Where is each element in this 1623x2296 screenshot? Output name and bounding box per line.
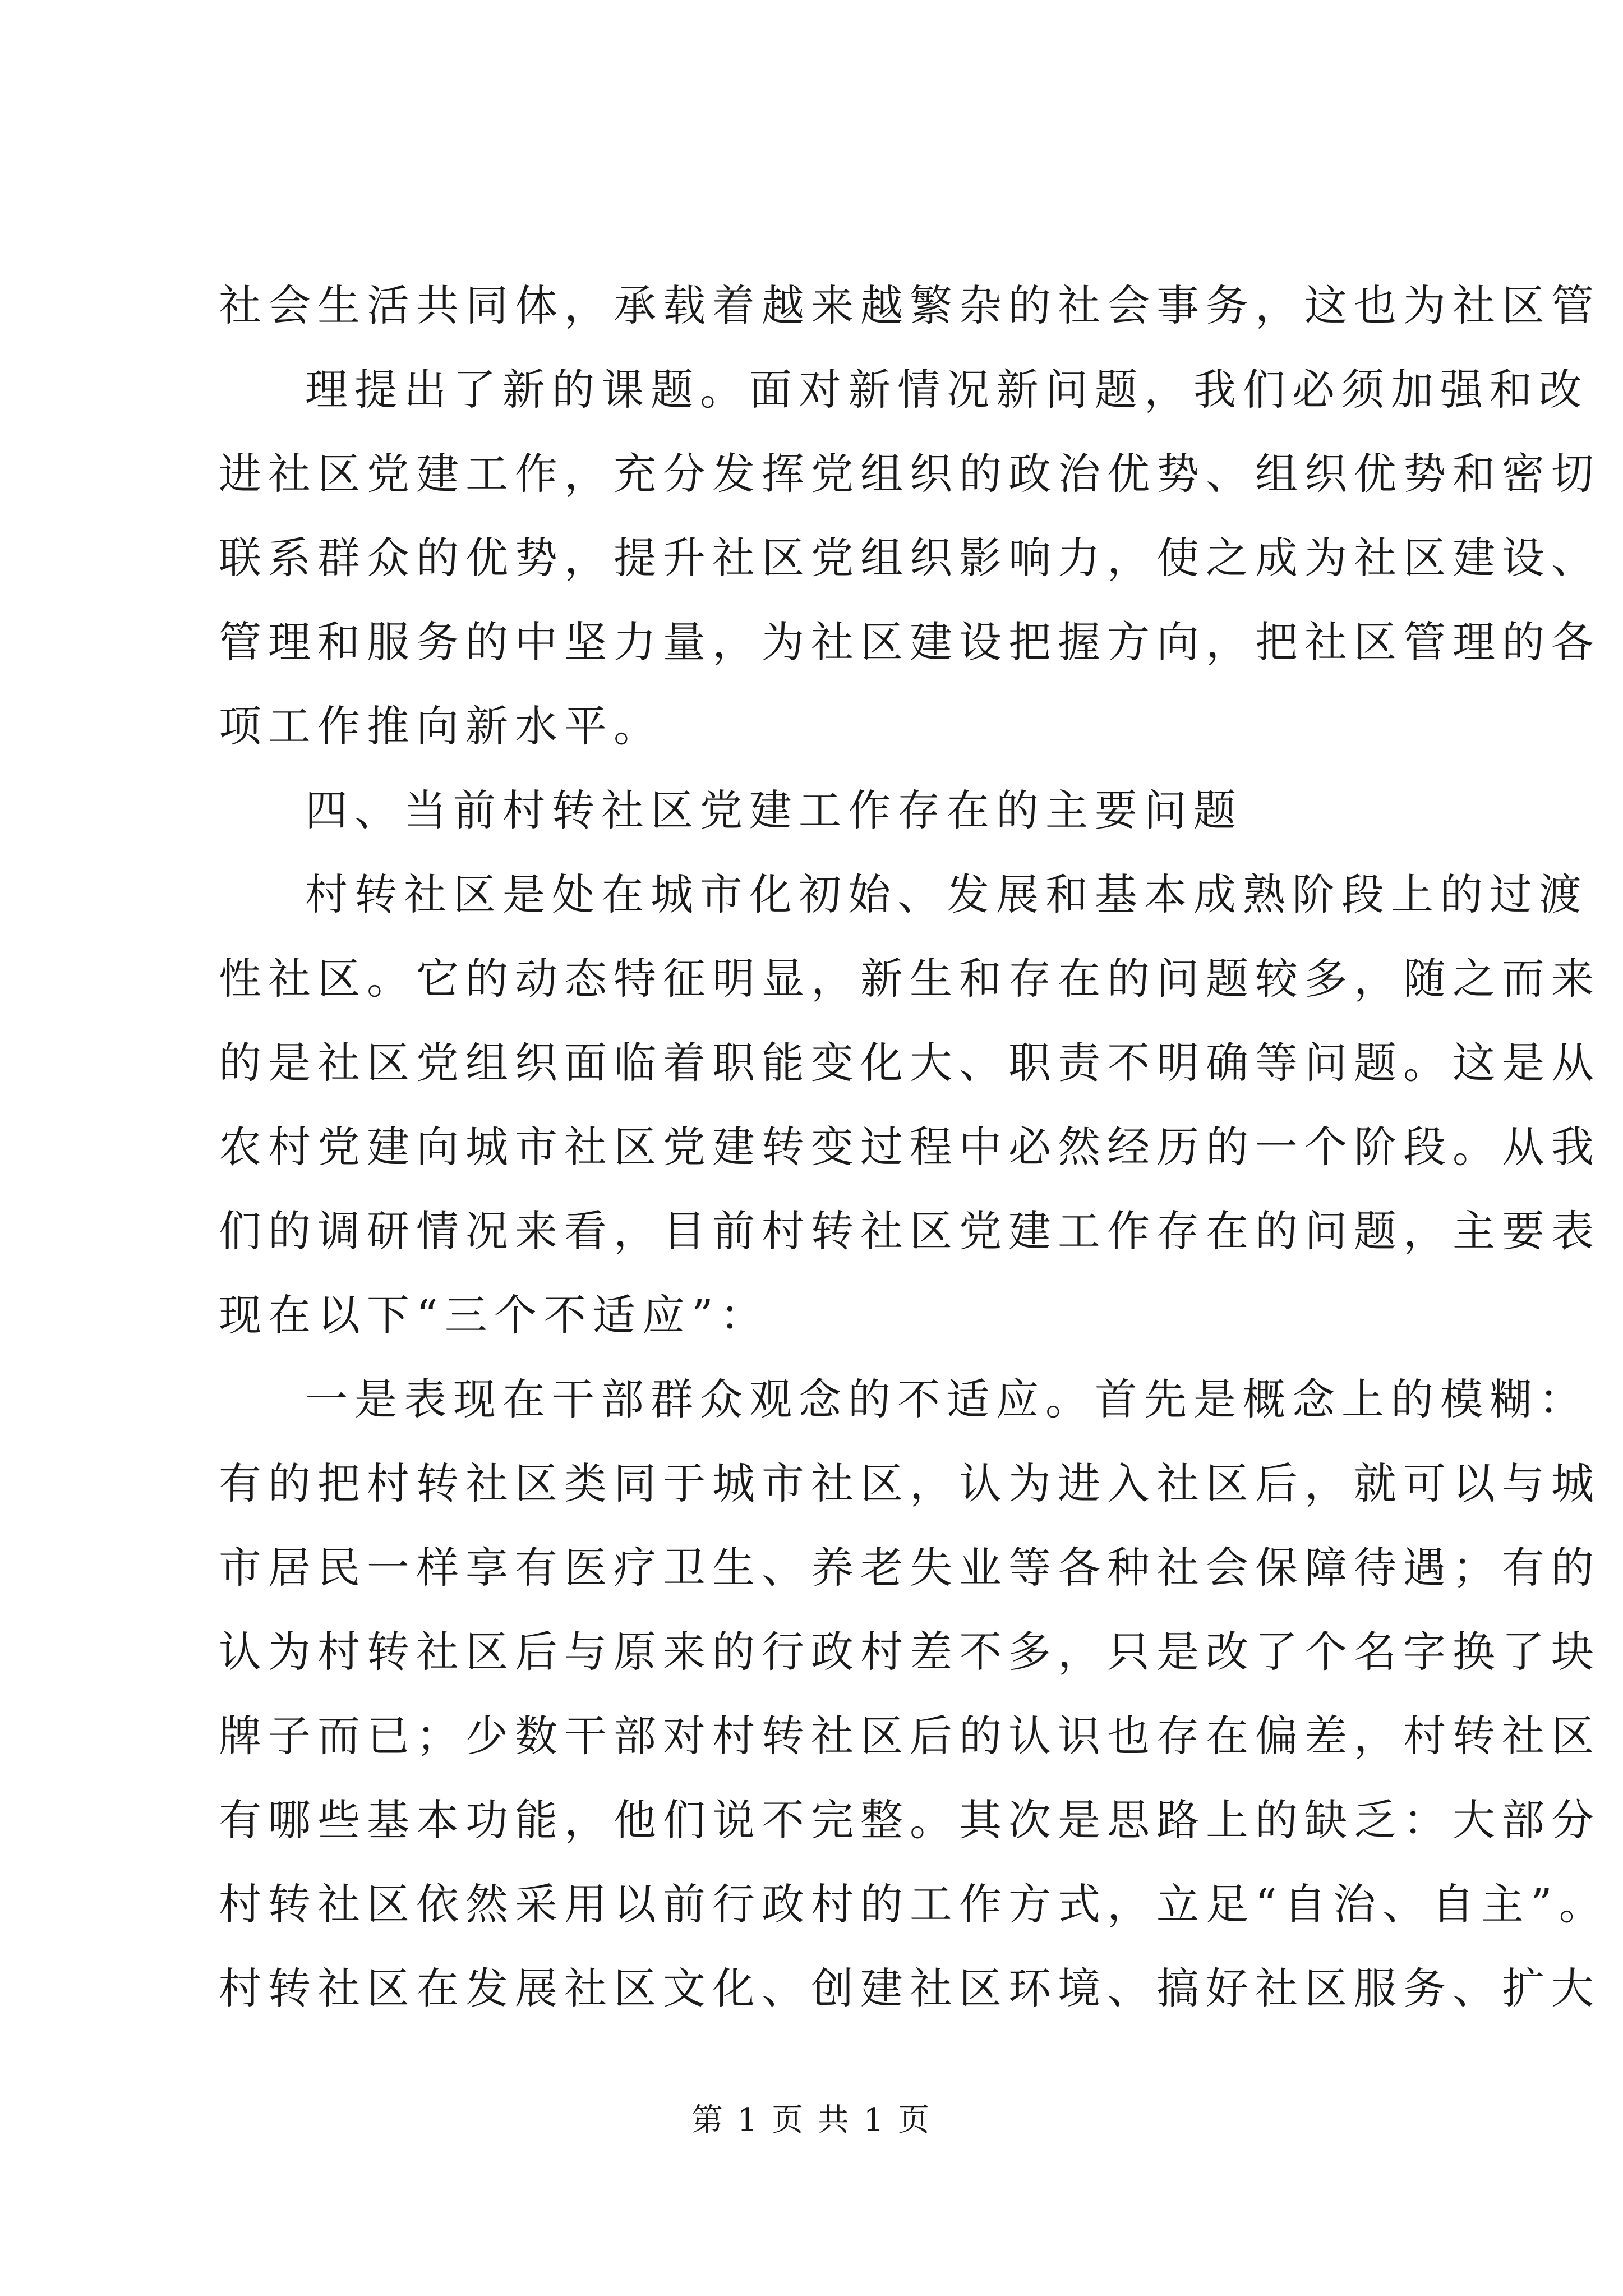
text-line: 市居民一样享有医疗卫生、养老失业等各种社会保障待遇；有的 [219, 1543, 1601, 1593]
text-line: 项工作推向新水平。 [219, 701, 663, 751]
text-line: 一是表现在干部群众观念的不适应。首先是概念上的模糊： [305, 1374, 1588, 1424]
page-number-footer: 第 1 页 共 1 页 [691, 2102, 932, 2138]
text-line: 性社区。它的动态特征明显，新生和存在的问题较多，随之而来 [219, 954, 1601, 1004]
text-line: 村转社区在发展社区文化、创建社区环境、搞好社区服务、扩大 [219, 1963, 1601, 2013]
text-line: 们的调研情况来看，目前村转社区党建工作存在的问题，主要表 [219, 1206, 1601, 1256]
text-line: 有的把村转社区类同于城市社区，认为进入社区后，就可以与城 [219, 1458, 1601, 1508]
text-line: 认为村转社区后与原来的行政村差不多，只是改了个名字换了块 [219, 1627, 1601, 1677]
text-line: 现在以下“三个不适应”： [219, 1290, 769, 1340]
text-line: 村转社区依然采用以前行政村的工作方式，立足“自治、自主”。 [219, 1879, 1608, 1929]
document-body [219, 264, 1608, 2031]
text-line: 的是社区党组织面临着职能变化大、职责不明确等问题。这是从 [219, 1038, 1601, 1088]
text-line: 有哪些基本功能，他们说不完整。其次是思路上的缺乏：大部分 [219, 1795, 1601, 1845]
text-line: 牌子而已；少数干部对村转社区后的认识也存在偏差，村转社区 [219, 1711, 1601, 1761]
text-line: 农村党建向城市社区党建转变过程中必然经历的一个阶段。从我 [219, 1122, 1601, 1172]
text-line: 进社区党建工作，充分发挥党组织的政治优势、组织优势和密切 [219, 449, 1601, 499]
section-heading: 四、当前村转社区党建工作存在的主要问题 [305, 785, 1243, 835]
text-line: 理提出了新的课题。面对新情况新问题，我们必须加强和改 [305, 365, 1588, 415]
text-line: 社会生活共同体，承载着越来越繁杂的社会事务，这也为社区管 [219, 280, 1601, 330]
text-line: 管理和服务的中坚力量，为社区建设把握方向，把社区管理的各 [219, 617, 1601, 667]
text-line: 联系群众的优势，提升社区党组织影响力，使之成为社区建设、 [219, 533, 1601, 583]
text-line: 村转社区是处在城市化初始、发展和基本成熟阶段上的过渡 [305, 869, 1588, 919]
